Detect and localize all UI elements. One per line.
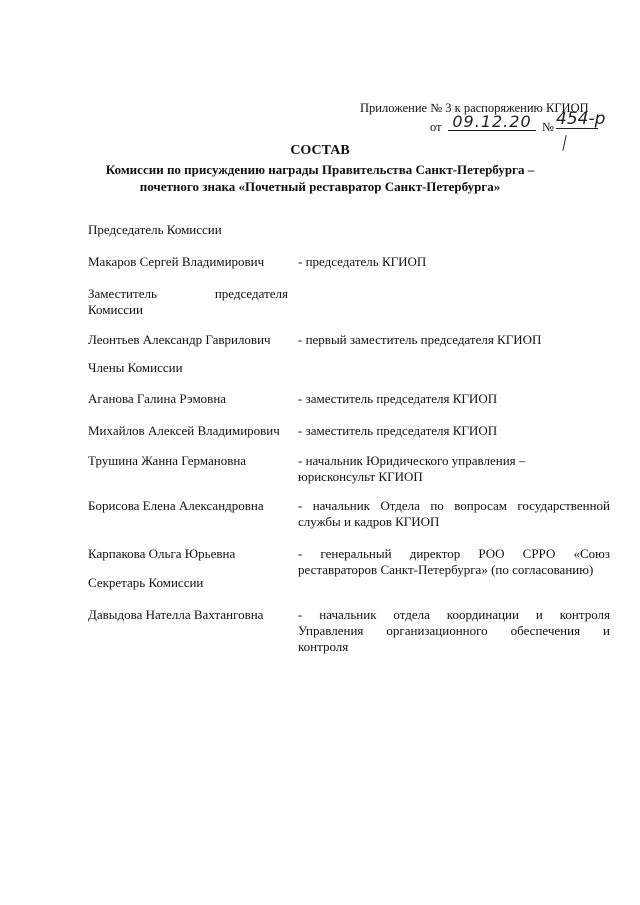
person-role: - начальник отдела координации и контроля Управления организационного обеспечения и контроля xyxy=(298,607,610,654)
number-prefix: № xyxy=(542,120,554,134)
chairman-heading: Председатель Комиссии xyxy=(88,222,222,237)
person-role: - начальник Отдела по вопросам государственной службы и кадров КГИОП xyxy=(298,498,610,529)
person-role: - заместитель председателя КГИОП xyxy=(298,423,498,438)
members-heading: Члены Комиссии xyxy=(88,360,183,375)
person-name: Трушина Жанна Германовна xyxy=(88,453,247,468)
appendix-line: Приложение № 3 к распоряжению КГИОП xyxy=(360,101,589,115)
handwritten-date: 09.12.20 xyxy=(448,113,536,131)
person-role: - председатель КГИОП xyxy=(298,254,427,269)
person-role: - генеральный директор РОО СРРО «Союз реставраторов Санкт-Петербурга» (по согласованию) xyxy=(298,546,610,577)
person-name: Карпакова Ольга Юрьевна xyxy=(88,546,236,561)
appendix-block xyxy=(360,100,606,139)
secretary-heading: Секретарь Комиссии xyxy=(88,575,204,590)
date-number-line xyxy=(360,109,606,139)
person-name: Михайлов Алексей Владимирович xyxy=(88,423,280,438)
date-prefix: от xyxy=(430,120,442,134)
deputy-heading-word-1: Заместитель xyxy=(88,286,157,301)
deputy-heading-word-2: председателя xyxy=(214,286,288,301)
person-name: Давыдова Нателла Вахтанговна xyxy=(88,607,264,622)
document-subtitle xyxy=(90,161,550,195)
subtitle-line-1: Комиссии по присуждению награды Правительства Санкт-Петербурга – xyxy=(105,162,535,177)
document-title: СОСТАВ xyxy=(290,143,350,158)
deputy-heading-line-2: Комиссии xyxy=(88,302,143,317)
person-role: - первый заместитель председателя КГИОП xyxy=(298,332,542,347)
person-role: - заместитель председателя КГИОП xyxy=(298,391,498,406)
person-role: - начальник Юридического управления – юрисконсульт КГИОП xyxy=(298,453,526,484)
deputy-heading xyxy=(88,286,288,318)
person-name: Макаров Сергей Владимирович xyxy=(88,254,265,269)
handwritten-number: 454-р xyxy=(556,109,606,129)
subtitle-line-2: почетного знака «Почетный реставратор Санкт-Петербурга» xyxy=(139,179,501,194)
person-name: Борисова Елена Александровна xyxy=(88,498,264,513)
person-name: Аганова Галина Рэмовна xyxy=(88,391,227,406)
person-name: Леонтьев Александр Гаврилович xyxy=(88,332,271,347)
